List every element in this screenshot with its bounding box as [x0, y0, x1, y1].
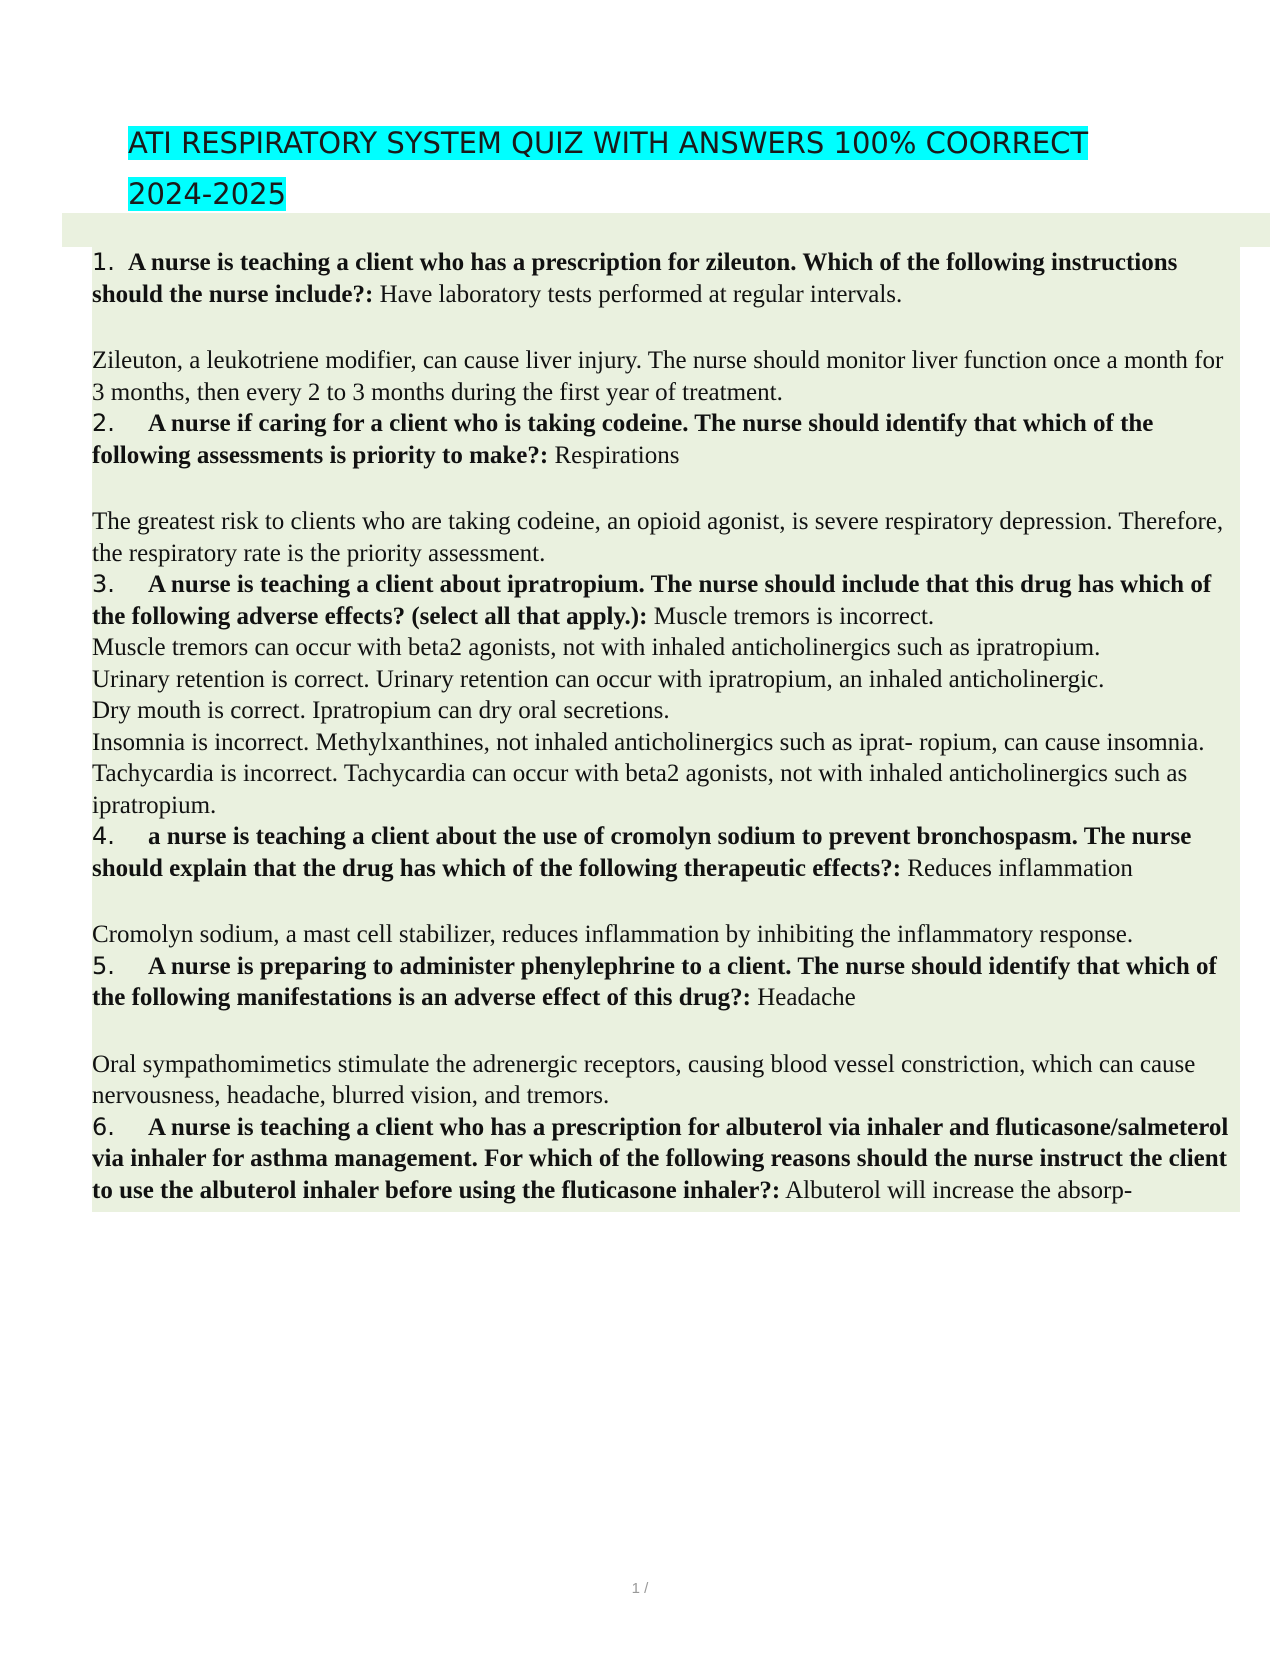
rationale: Muscle tremors can occur with beta2 agonists, not with inhaled anticholinergics such as ipratropium. [92, 634, 1101, 661]
question-text: A nurse if caring for a client who is taking codeine. The nurse should identify that which of the following assessments is priority to make?: [92, 410, 1154, 469]
rationale: Insomnia is incorrect. Methylxanthines, not inhaled anticholinergics such as iprat- ropium, can cause insomnia. [92, 728, 1205, 756]
rationale: Urinary retention is correct. Urinary retention can occur with ipratropium, an inhaled anticholinergic. [92, 665, 1105, 693]
question-number: 1. [92, 248, 115, 276]
answer-text: Respirations [554, 441, 680, 469]
question-3 [92, 569, 1240, 632]
question-text: A nurse is teaching a client about ipratropium. The nurse should include that this drug has which of the following adverse effects? (select all that apply.): [92, 571, 1212, 630]
question-2 [92, 408, 1240, 471]
title-line-2: 2024-2025 [128, 177, 287, 211]
question-6 [92, 1112, 1240, 1207]
answer-text: Have laboratory tests performed at regular intervals. [379, 280, 903, 308]
question-5 [92, 951, 1240, 1014]
highlight-band [62, 213, 1270, 247]
page-number: 1 / [631, 1580, 649, 1597]
answer-text: Muscle tremors is incorrect. [653, 602, 935, 630]
question-text: a nurse is teaching a client about the use of cromolyn sodium to prevent bronchospasm. The nurse should explain that the drug has which of the following therapeutic effects?: [92, 823, 1192, 882]
rationale: Tachycardia is incorrect. Tachycardia can occur with beta2 agonists, not with inhaled anticholinergics such as ipratropium. [92, 760, 1188, 819]
question-number: 5. [92, 951, 115, 980]
question-4 [92, 821, 1240, 884]
question-1 [92, 247, 1240, 310]
rationale: Dry mouth is correct. Ipratropium can dry oral secretions. [92, 697, 670, 724]
rationale: The greatest risk to clients who are taking codeine, an opioid agonist, is severe respiratory depression. Therefore, the respiratory rate is the priority assessment. [92, 508, 1224, 567]
answer-text: Reduces inflammation [907, 854, 1133, 882]
answer-text: Albuterol will increase the absorp- [785, 1176, 1133, 1204]
question-number: 3. [92, 570, 115, 598]
document-title [128, 118, 1208, 220]
question-text: A nurse is preparing to administer phenylephrine to a client. The nurse should identify that which of the following manifestations is an adverse effect of this drug?: [92, 952, 1217, 1011]
title-line-1: ATI RESPIRATORY SYSTEM QUIZ WITH ANSWERS 100% COORRECT [128, 126, 1089, 160]
question-number: 2. [92, 409, 115, 437]
question-text: A nurse is teaching a client who has a prescription for albuterol via inhaler and fluticasone/salmeterol via inhaler for asthma management. For which of the following reasons should the nurse instruct the client to use the albuterol inhaler before using the fluticasone inhaler?: [92, 1113, 1229, 1204]
question-number: 4. [92, 822, 115, 850]
rationale: Cromolyn sodium, a mast cell stabilizer, reduces inflammation by inhibiting the inflammatory response. [92, 921, 1134, 948]
rationale: Oral sympathomimetics stimulate the adrenergic receptors, causing blood vessel constriction, which can cause nervousness, headache, blurred vision, and tremors. [92, 1050, 1196, 1109]
question-text: A nurse is teaching a client who has a prescription for zileuton. Which of the following instructions should the nurse include?: [92, 249, 1178, 308]
rationale: Zileuton, a leukotriene modifier, can cause liver injury. The nurse should monitor liver function once a month for 3 months, then every 2 to 3 months during the first year of treatment. [92, 347, 1224, 406]
answer-text: Headache [757, 984, 856, 1011]
quiz-content [92, 247, 1240, 1212]
question-number: 6. [92, 1112, 115, 1141]
